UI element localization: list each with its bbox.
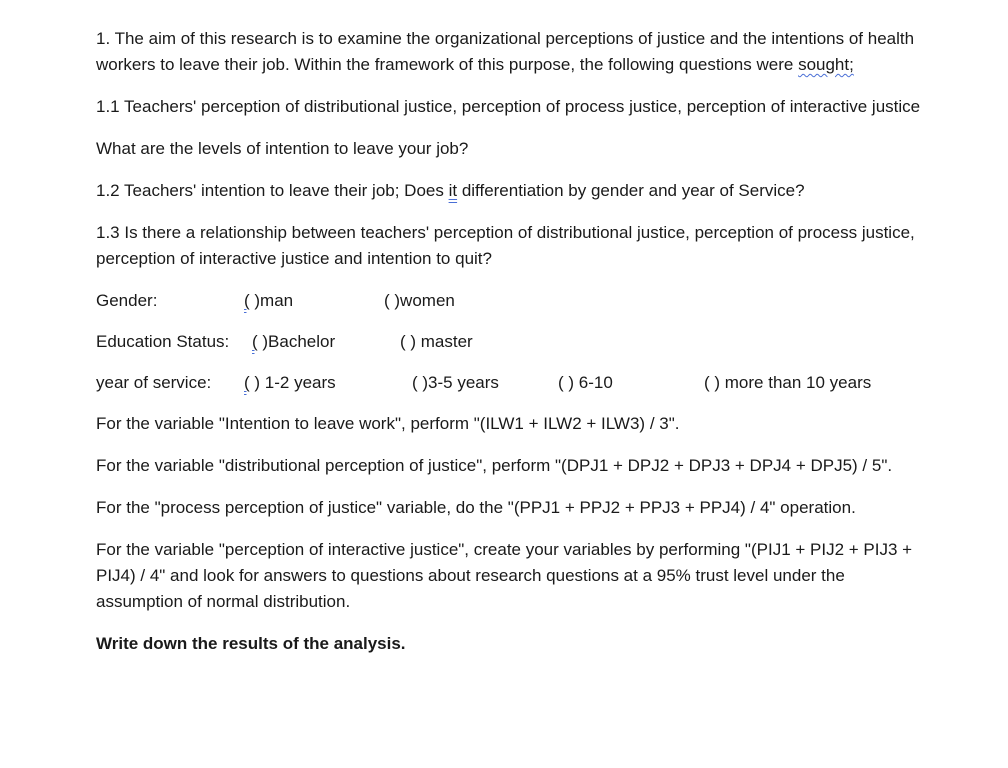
instruction-process-justice: For the "process perception of justice" variable, do the "(PPJ1 + PPJ2 + PPJ3 + PPJ4) / 4" operation.	[96, 498, 856, 517]
question-1-2-text-b: differentiation by gender and year of Service?	[457, 181, 805, 200]
service-label: year of service:	[96, 373, 212, 392]
document-page	[96, 26, 926, 673]
education-label: Education Status:	[96, 332, 230, 351]
gender-man-text: )man	[249, 291, 294, 310]
spellcheck-word-sought: sought;	[798, 55, 854, 74]
grammar-word-it: it	[448, 181, 458, 200]
service-option-more-than-10[interactable]: ( ) more than 10 years	[704, 373, 872, 392]
service-row	[96, 370, 926, 396]
service-1-2-text: ) 1-2 years	[249, 373, 336, 392]
gender-man-mark: (	[244, 291, 250, 310]
gender-option-women[interactable]: ( )women	[384, 291, 455, 310]
paragraph-levels-question: What are the levels of intention to leave your job?	[96, 139, 469, 158]
gender-label: Gender:	[96, 291, 158, 310]
education-bachelor-mark: (	[252, 332, 258, 351]
education-row	[96, 329, 926, 355]
education-bachelor-text: )Bachelor	[257, 332, 336, 351]
closing-instruction: Write down the results of the analysis.	[96, 634, 406, 653]
paragraph-question-1-2	[96, 178, 926, 204]
paragraph-research-aim	[96, 26, 926, 78]
service-option-3-5[interactable]: ( )3-5 years	[412, 373, 499, 392]
paragraph-question-1-3: 1.3 Is there a relationship between teachers' perception of distributional justice, perception of process justice, perception of interactive justice and intention to quit?	[96, 223, 915, 268]
instruction-intention-to-leave: For the variable "Intention to leave work", perform "(ILW1 + ILW2 + ILW3) / 3".	[96, 414, 680, 433]
service-1-2-mark: (	[244, 373, 250, 392]
question-1-2-text-a: 1.2 Teachers' intention to leave their job; Does	[96, 181, 449, 200]
service-option-6-10[interactable]: ( ) 6-10	[558, 373, 613, 392]
gender-option-man[interactable]	[244, 288, 293, 314]
instruction-interactive-justice: For the variable "perception of interactive justice", create your variables by performing "(PIJ1 + PIJ2 + PIJ3 + PIJ4) / 4" and look for answers to questions about research questions at a 95% trust level under the assumption of normal distribution.	[96, 540, 913, 611]
education-option-bachelor[interactable]	[252, 329, 335, 355]
instruction-distributional-justice: For the variable "distributional perception of justice", perform "(DPJ1 + DPJ2 + DPJ3 + DPJ4 + DPJ5) / 5".	[96, 456, 893, 475]
service-option-1-2[interactable]	[244, 370, 336, 396]
gender-row	[96, 288, 926, 314]
research-aim-text: 1. The aim of this research is to examine the organizational perceptions of justice and the intentions of health workers to leave their job. Within the framework of this purpose, the following questions were	[96, 29, 915, 74]
education-option-master[interactable]: ( ) master	[400, 332, 473, 351]
paragraph-question-1-1: 1.1 Teachers' perception of distributional justice, perception of process justice, perception of interactive justice	[96, 97, 921, 116]
